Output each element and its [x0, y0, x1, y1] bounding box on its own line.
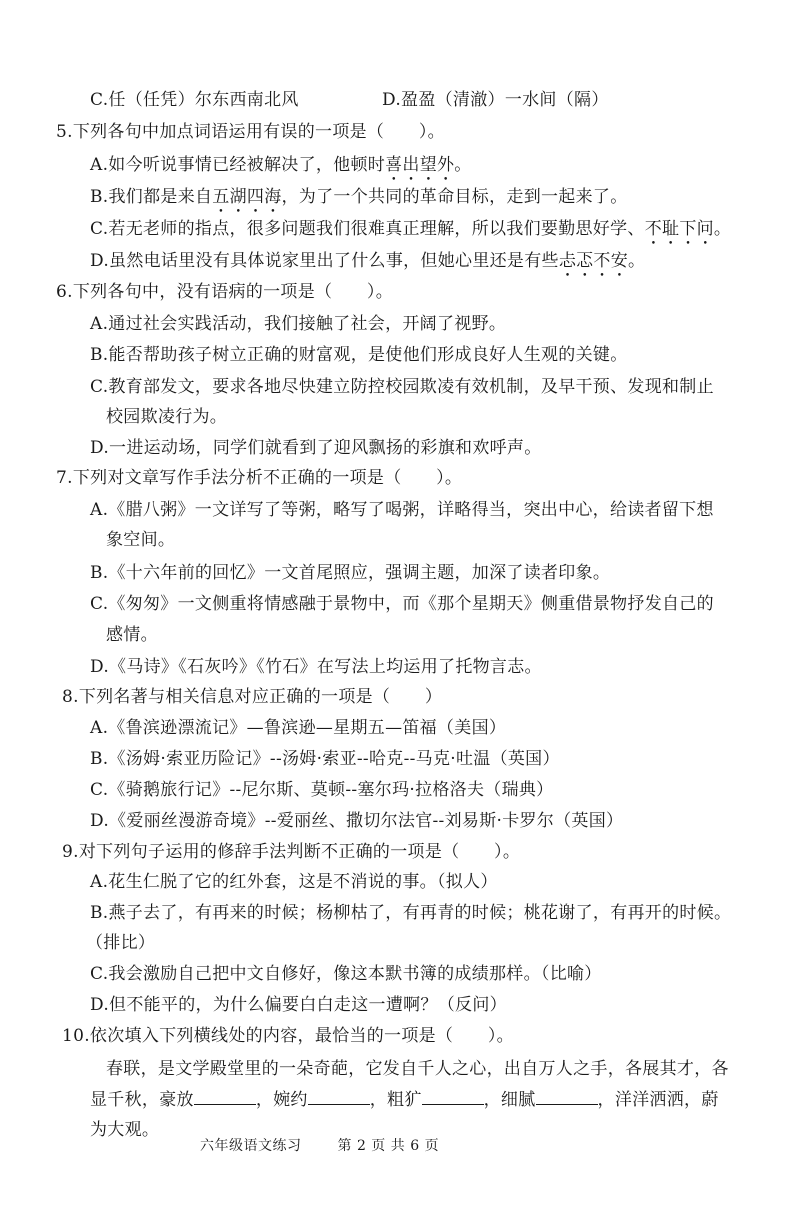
- q5-a-text: A.如今听说事情已经被解决了，他顿时: [90, 155, 386, 175]
- q6-option-c-line2: 校园欺凌行为。: [106, 407, 228, 427]
- q7-option-c-line1: C.《匆匆》一文侧重将情感融于景物中，而《那个星期天》侧重借景物抒发自己的: [90, 594, 714, 614]
- page-footer: [200, 1136, 439, 1156]
- q10-blank-1: [194, 1088, 256, 1105]
- q6-option-d: D.一进运动场，同学们就看到了迎风飘扬的彩旗和欢呼声。: [90, 438, 542, 458]
- q9-option-c: C.我会激励自己把中文自修好，像这本默书簿的成绩那样。（比喻）: [90, 964, 602, 984]
- q10-text-b: ，婉约: [255, 1090, 308, 1110]
- q5-stem: 5.下列各句中加点词语运用有误的一项是（ ）。: [56, 122, 445, 142]
- q5-b-marked-word: 五湖四海: [212, 187, 282, 207]
- q5-a-marked-word: 喜出望外: [385, 155, 455, 175]
- q4-option-d: D.盈盈（清澈）一水间（隔）: [382, 90, 609, 110]
- q10-stem: 10.依次填入下列横线处的内容，最恰当的一项是（ ）。: [62, 1026, 514, 1046]
- q5-d-text: D.虽然电话里没有具体说家里出了什么事，但她心里还是有些: [90, 251, 559, 271]
- q6-option-c-line1: C.教育部发文，要求各地尽快建立防控校园欺凌有效机制，及早干预、发现和制止: [90, 377, 714, 397]
- q6-option-b: B.能否帮助孩子树立正确的财富观，是使他们形成良好人生观的关键。: [90, 345, 628, 365]
- q5-d-marked-word: 忐忑不安: [558, 251, 629, 271]
- q8-stem: 8.下列名著与相关信息对应正确的一项是（ ）: [62, 687, 443, 707]
- q4-option-c: C.任（任凭）尔东西南北风: [90, 90, 299, 110]
- q10-blank-4: [536, 1088, 598, 1105]
- q7-option-c-line2: 感情。: [106, 625, 158, 645]
- q7-option-d: D.《马诗》《石灰吟》《竹石》在写法上均运用了托物言志。: [90, 657, 542, 677]
- q10-passage-line3: 为大观。: [90, 1120, 160, 1140]
- q5-a-end: 。: [454, 155, 472, 175]
- q10-text-e: ，洋洋洒洒，蔚: [597, 1090, 719, 1110]
- q5-b-text: B.我们都是来自: [90, 187, 213, 207]
- q5-option-b: [90, 185, 628, 217]
- q5-b-end: ，为了一个共同的革命目标，走到一起来了。: [281, 187, 628, 207]
- q9-option-a: A.花生仁脱了它的红外套，这是不消说的事。（拟人）: [90, 872, 498, 892]
- q5-d-end: 。: [628, 251, 646, 271]
- q8-option-b: B.《汤姆·索亚历险记》--汤姆·索亚--哈克--马克·吐温（英国）: [90, 749, 560, 769]
- q6-stem: 6.下列各句中，没有语病的一项是（ ）。: [56, 282, 394, 302]
- q5-option-c: [90, 217, 731, 249]
- q7-option-a-line2: 象空间。: [106, 530, 176, 550]
- q5-c-marked-word: 不耻下问: [644, 219, 714, 239]
- q10-passage-line2: [90, 1088, 719, 1112]
- q6-option-a: A.通过社会实践活动，我们接触了社会，开阔了视野。: [90, 314, 507, 334]
- q7-stem: 7.下列对文章写作手法分析不正确的一项是（ ）。: [56, 468, 463, 488]
- q9-option-d: D.但不能平的，为什么偏要白白走这一遭啊？（反问）: [90, 995, 507, 1015]
- q9-option-b-line1: B.燕子去了，有再来的时候；杨柳枯了，有再青的时候；桃花谢了，有再开的时候。: [90, 903, 732, 923]
- q10-blank-2: [308, 1088, 370, 1105]
- q8-option-d: D.《爱丽丝漫游奇境》--爱丽丝、撒切尔法官--刘易斯·卡罗尔（英国）: [90, 811, 624, 831]
- q7-option-b: B.《十六年前的回忆》一文首尾照应，强调主题，加深了读者印象。: [90, 563, 611, 583]
- q9-stem: 9.对下列句子运用的修辞手法判断不正确的一项是（ ）。: [62, 842, 521, 862]
- q9-option-b-line2: （排比）: [86, 933, 156, 953]
- footer-course: 六年级语文练习: [200, 1138, 302, 1154]
- q10-blank-3: [422, 1088, 484, 1105]
- q5-option-a: [90, 153, 472, 185]
- q5-c-text: C.若无老师的指点，很多问题我们很难真正理解，所以我们要勤思好学、: [90, 219, 645, 239]
- q10-text-a: 显千秋，豪放: [90, 1090, 194, 1110]
- q10-passage-line1: 春联，是文学殿堂里的一朵奇葩，它发自千人之心，出自万人之手，各展其才，各: [106, 1059, 729, 1079]
- q8-option-a: A.《鲁滨逊漂流记》—鲁滨逊—星期五—笛福（美国）: [90, 718, 507, 738]
- q5-c-end: 。: [713, 219, 732, 239]
- q10-text-c: ，粗犷: [369, 1090, 422, 1110]
- footer-page-number: 第 2 页 共 6 页: [337, 1138, 440, 1154]
- q10-text-d: ，细腻: [483, 1090, 536, 1110]
- q7-option-a-line1: A.《腊八粥》一文详写了等粥，略写了喝粥，详略得当，突出中心，给读者留下想: [90, 500, 714, 520]
- q8-option-c: C.《骑鹅旅行记》--尼尔斯、莫顿--塞尔玛·拉格洛夫（瑞典）: [90, 780, 554, 800]
- q5-option-d: [90, 249, 645, 281]
